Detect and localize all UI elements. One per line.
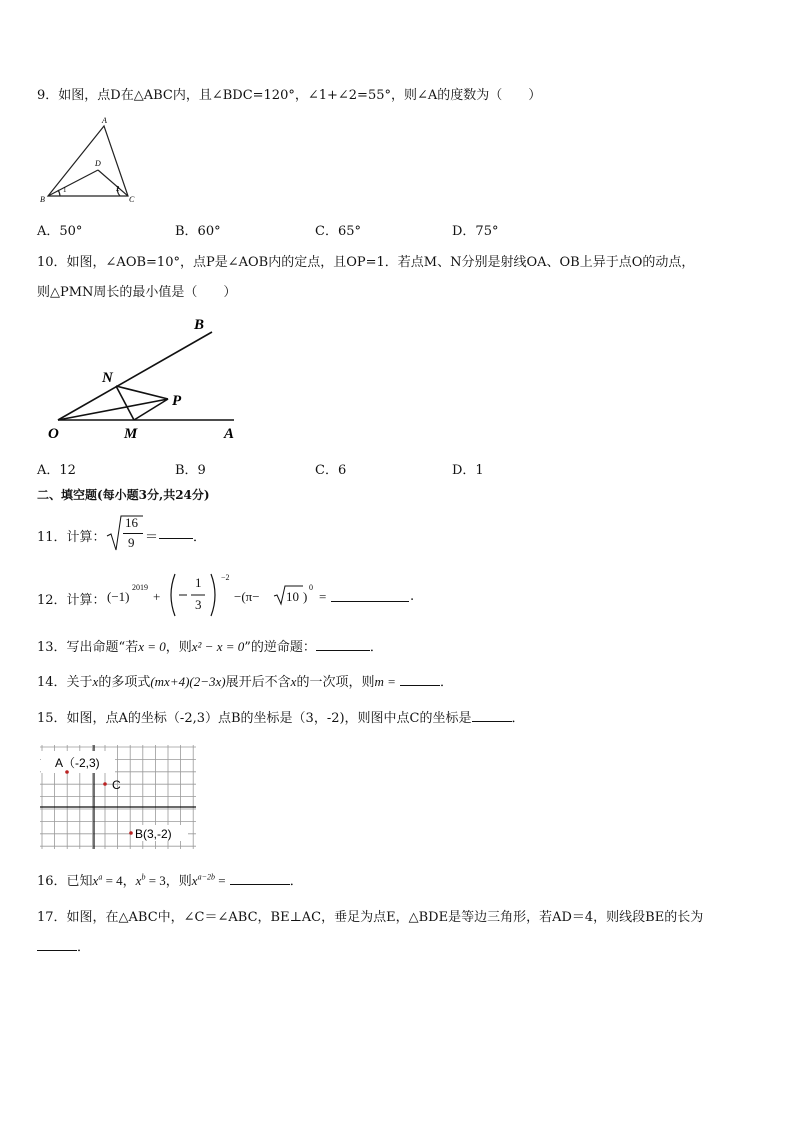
angle-1-arc xyxy=(58,190,60,196)
point-b xyxy=(129,831,133,835)
q13-x0: x = 0 xyxy=(138,639,166,654)
q14-x: x xyxy=(92,674,99,689)
q12-exp1: 2019 xyxy=(132,583,148,592)
point-a xyxy=(65,770,69,774)
label-point-a: A（-2,3) xyxy=(55,756,100,770)
q13-text1: 13．写出命题“若 xyxy=(37,640,139,655)
q16-eq2: = 3，则 xyxy=(145,873,192,888)
q10-options xyxy=(37,459,737,478)
q14-answer-blank[interactable] xyxy=(400,673,440,686)
q12-equals: = xyxy=(319,589,327,604)
q11-numerator: 16 xyxy=(125,515,138,530)
q9-option-b[interactable]: B．60° xyxy=(175,224,221,239)
q11-end: ． xyxy=(193,530,207,545)
label-a: A xyxy=(102,116,107,125)
label-a: A xyxy=(224,426,235,442)
q17-line2 xyxy=(37,936,90,955)
q17-line1: 17．如图，在△ABC中，∠C＝∠ABC，BE⊥AC，垂足为点E，△BDE是等边三角形，若AD＝4，则线段BE的长为 xyxy=(37,910,704,925)
q10-option-d[interactable]: D．1 xyxy=(452,463,484,478)
q10-option-c[interactable]: C．6 xyxy=(315,463,347,478)
q17-answer-blank[interactable] xyxy=(37,938,77,951)
q16-exp-a: a xyxy=(98,872,103,882)
label-c: C xyxy=(129,195,135,204)
q16-eq1: = 4， xyxy=(102,873,136,888)
label-m: M xyxy=(124,426,138,442)
label-angle-1: 1 xyxy=(63,186,67,194)
q12-close-paren: ) xyxy=(303,589,308,604)
q14-text1: 14．关于 xyxy=(37,675,93,690)
q9-option-a[interactable]: A．50° xyxy=(37,224,83,239)
q9-stem: 9．如图，点D在△ABC内，且∠BDC=120°，∠1+∠2=55°，则∠A的度数为（ ） xyxy=(37,88,542,103)
segment-bd xyxy=(48,170,98,196)
q16-text1: 16．已知 xyxy=(37,874,93,889)
q16 xyxy=(37,870,303,889)
q11-denominator: 9 xyxy=(128,535,135,550)
label-n: N xyxy=(102,370,113,386)
q14-text2: 的多项式 xyxy=(98,675,151,690)
q12-radicand: 10 xyxy=(286,589,299,604)
q13-text2: ，则 xyxy=(165,640,192,655)
q14-end: ． xyxy=(440,675,454,690)
q16-xb: x xyxy=(135,873,142,888)
q14-m: m = xyxy=(374,674,396,689)
q16-exp-b: b xyxy=(141,872,146,882)
q16-end: ． xyxy=(289,874,303,889)
q14 xyxy=(37,671,453,690)
q16-exp: a−2b xyxy=(197,872,215,882)
q14-text4: 的一次项，则 xyxy=(296,675,375,690)
q17-end: ． xyxy=(77,940,91,955)
segment-np xyxy=(116,386,168,399)
q12-exp3: 0 xyxy=(309,583,313,592)
q12-term3: −(π− xyxy=(234,589,260,604)
q9-options xyxy=(37,220,737,239)
q15-end: ． xyxy=(511,711,525,726)
q9-option-c[interactable]: C．65° xyxy=(315,224,361,239)
q13-text3: ”的逆命题： xyxy=(244,640,316,655)
q16-eq3: = xyxy=(214,873,226,888)
q15-coordinate-grid xyxy=(38,743,198,851)
q9-triangle-figure xyxy=(36,112,146,204)
q12-frac-num: 1 xyxy=(195,575,202,590)
q12 xyxy=(37,570,457,620)
q16-answer-blank[interactable] xyxy=(230,872,290,885)
q15-text: 15．如图，点A的坐标（-2,3）点B的坐标是（3，-2)，则图中点C的坐标是 xyxy=(37,711,472,726)
q10-line1: 10．如图，∠AOB=10°，点P是∠AOB内的定点，且OP=1．若点M、N分别是射线OA、OB上异于点O的动点， xyxy=(37,255,695,270)
q11-prefix: 11．计算： xyxy=(37,530,106,545)
label-point-c: C xyxy=(112,778,121,792)
q13-answer-blank[interactable] xyxy=(316,638,370,651)
label-point-b: B(3,-2) xyxy=(135,827,172,841)
q12-term1: (−1) xyxy=(107,589,130,604)
q9-option-d[interactable]: D．75° xyxy=(452,224,499,239)
q10-angle-figure xyxy=(40,310,250,445)
q12-end: . xyxy=(410,589,415,604)
segment-nm xyxy=(116,386,134,420)
q16-xe: x xyxy=(191,873,198,888)
q10-option-b[interactable]: B．9 xyxy=(175,463,206,478)
q12-exp2: −2 xyxy=(221,573,230,582)
label-b: B xyxy=(194,317,205,333)
section-title: 二、填空题(每小题3分,共24分) xyxy=(37,488,210,502)
q15 xyxy=(37,707,525,726)
q13-expr: x² − x = 0 xyxy=(191,639,245,654)
q14-text3: 展开后不含 xyxy=(225,675,291,690)
label-d: D xyxy=(95,159,101,168)
q11-answer-blank[interactable] xyxy=(159,526,193,539)
label-b: B xyxy=(40,195,45,204)
q13-end: ． xyxy=(369,640,383,655)
q10-option-a[interactable]: A．12 xyxy=(37,463,76,478)
point-c xyxy=(103,782,107,786)
q11 xyxy=(37,514,337,554)
q11-equals: ＝ xyxy=(145,530,159,545)
q12-answer-blank[interactable] xyxy=(331,589,409,602)
label-angle-2: 2 xyxy=(116,185,120,193)
q14-expr: (mx+4)(2−3x) xyxy=(150,674,226,689)
q16-xa: x xyxy=(92,873,99,888)
q12-frac-den: 3 xyxy=(195,597,202,612)
ray-ob xyxy=(58,332,212,420)
q15-answer-blank[interactable] xyxy=(472,709,512,722)
label-o: O xyxy=(48,426,59,442)
q12-prefix: 12．计算： xyxy=(37,593,106,608)
q10-line2: 则△PMN周长的最小值是（ ） xyxy=(37,285,237,300)
label-p: P xyxy=(172,393,182,409)
q14-x2: x xyxy=(290,674,297,689)
q11-fraction-bar xyxy=(123,533,143,534)
q12-plus: + xyxy=(153,589,161,604)
q13 xyxy=(37,636,383,655)
